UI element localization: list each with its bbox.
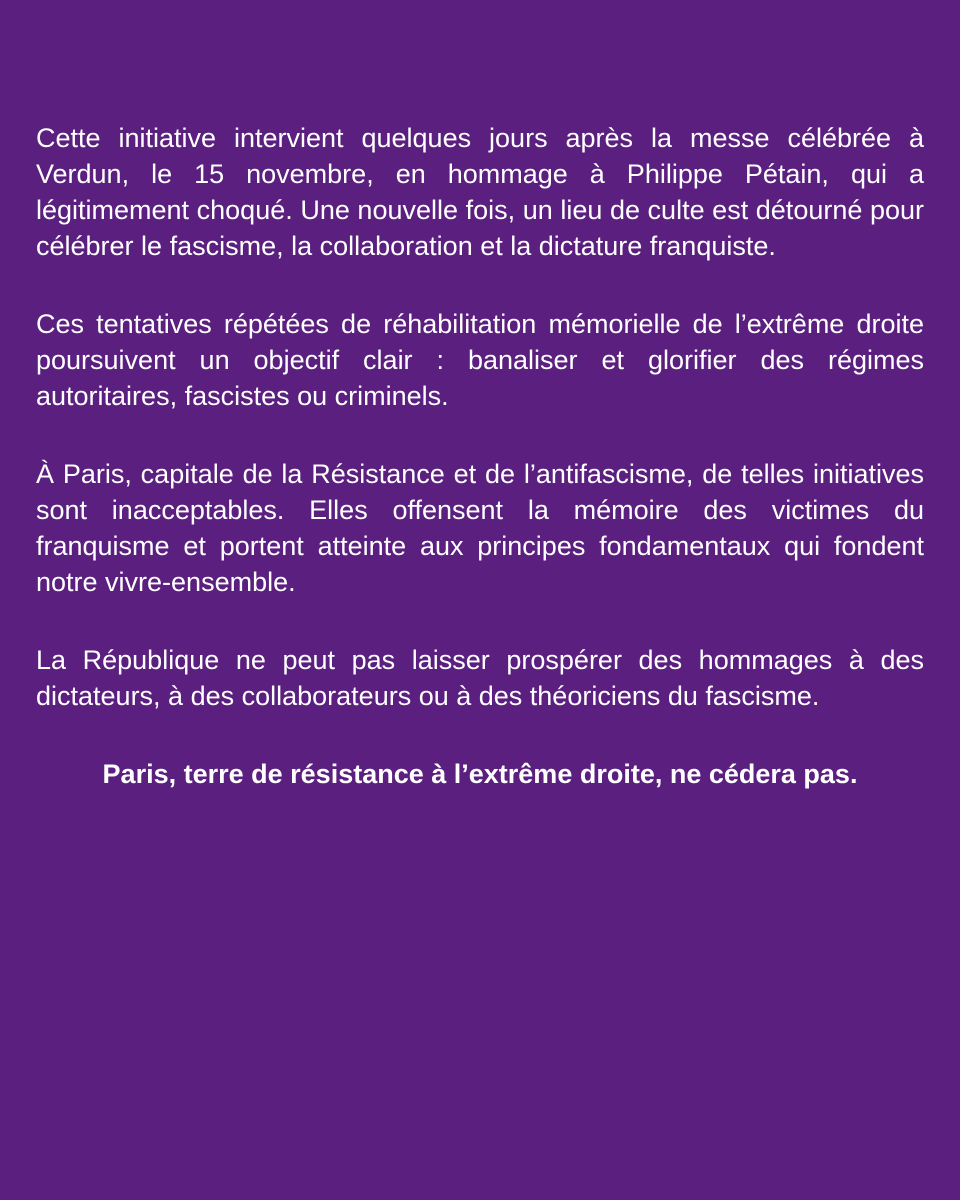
- paragraph-memorial-rehabilitation: Ces tentatives répétées de réhabilitation mémorielle de l’extrême droite poursuivent un objectif clair : banaliser et glorifier des régimes autoritaires, fascistes ou criminels.: [36, 309, 924, 411]
- paragraph-verdun-mass: Cette initiative intervient quelques jours après la messe célébrée à Verdun, le 15 novembre, en hommage à Philippe Pétain, qui a légitimement choqué. Une nouvelle fois, un lieu de culte est détourné pour célébrer le fascisme, la collaboration et la dictature franquiste.: [36, 123, 924, 261]
- closing-statement: Paris, terre de résistance à l’extrême droite, ne cédera pas.: [102, 759, 858, 789]
- paragraph-paris-resistance: À Paris, capitale de la Résistance et de l’antifascisme, de telles initiatives sont inacceptables. Elles offensent la mémoire des victimes du franquisme et portent atteinte aux principes fondamentaux qui fondent notre vivre-ensemble.: [36, 459, 924, 597]
- paragraph-republic: La République ne peut pas laisser prospérer des hommages à des dictateurs, à des collaborateurs ou à des théoriciens du fascisme.: [36, 645, 924, 711]
